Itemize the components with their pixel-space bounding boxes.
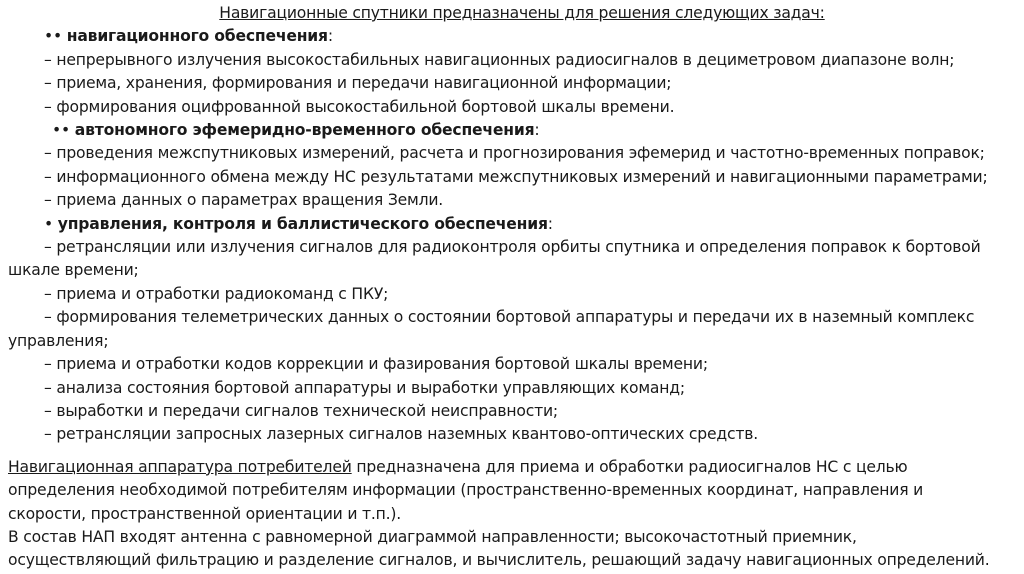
list-item: – приема, хранения, формирования и передачи навигационной информации;	[44, 74, 672, 93]
nap-composition-line: В состав НАП входят антенна с равномерной диаграммой направленности; высокочастотный приемник,	[8, 527, 857, 546]
section-heading-text: управления, контроля и баллистического обеспечения	[57, 214, 548, 233]
section-heading-suffix: :	[327, 27, 333, 46]
list-item: – приема и отработки кодов коррекции и фазирования бортовой шкалы времени;	[44, 355, 708, 374]
list-item-continuation: шкале времени;	[8, 261, 139, 280]
spacer	[8, 447, 1016, 456]
list-item-continuation: управления;	[8, 331, 109, 350]
nap-text: предназначена для приема и обработки радиосигналов НС с целью	[351, 457, 908, 476]
section-heading-navigation	[8, 25, 1016, 48]
section-heading-ephemeris	[8, 119, 1016, 142]
list-item: – формирования телеметрических данных о состоянии бортовой аппаратуры и передачи их в наземный комплекс	[44, 308, 975, 327]
list-item: – формирования оцифрованной высокостабильной бортовой шкалы времени.	[44, 97, 675, 116]
nap-term: Навигационная аппаратура потребителей	[8, 457, 352, 476]
list-item: – непрерывного излучения высокостабильных навигационных радиосигналов в дециметровом диапазоне волн;	[44, 50, 955, 69]
page-title: Навигационные спутники предназначены для решения следующих задач:	[219, 4, 825, 22]
section-heading-suffix: :	[547, 214, 553, 233]
nap-paragraph-line: определения необходимой потребителям информации (пространственно-временных координат, направления и	[8, 481, 924, 500]
list-item: – информационного обмена между НС результатами межспутниковых измерений и навигационными параметрами;	[44, 167, 988, 186]
nap-composition-line: осуществляющий фильтрацию и разделение сигналов, и вычислитель, решающий задачу навигационных определений.	[8, 551, 990, 570]
section-bullet: ••	[44, 27, 67, 46]
list-item: – проведения межспутниковых измерений, расчета и прогнозирования эфемерид и частотно-временных поправок;	[44, 144, 985, 163]
section-bullet: •	[44, 214, 58, 233]
list-item: – выработки и передачи сигналов технической неисправности;	[44, 401, 558, 420]
section-heading-control	[8, 213, 1016, 236]
list-item: – ретрансляции или излучения сигналов для радиоконтроля орбиты спутника и определения поправок к бортовой	[44, 238, 981, 257]
nap-paragraph-line	[8, 456, 1016, 479]
section-heading-suffix: :	[534, 121, 540, 140]
list-item: – приема и отработки радиокоманд с ПКУ;	[44, 284, 389, 303]
list-item: – приема данных о параметрах вращения Земли.	[44, 191, 444, 210]
section-bullet: ••	[52, 121, 75, 140]
list-item: – анализа состояния бортовой аппаратуры и выработки управляющих команд;	[44, 378, 685, 397]
list-item: – ретрансляции запросных лазерных сигналов наземных квантово-оптических средств.	[44, 425, 758, 444]
nap-paragraph-line: скорости, пространственной ориентации и т.п.).	[8, 504, 402, 523]
section-heading-text: автономного эфемеридно-временного обеспечения	[74, 121, 535, 140]
section-heading-text: навигационного обеспечения	[66, 27, 328, 46]
